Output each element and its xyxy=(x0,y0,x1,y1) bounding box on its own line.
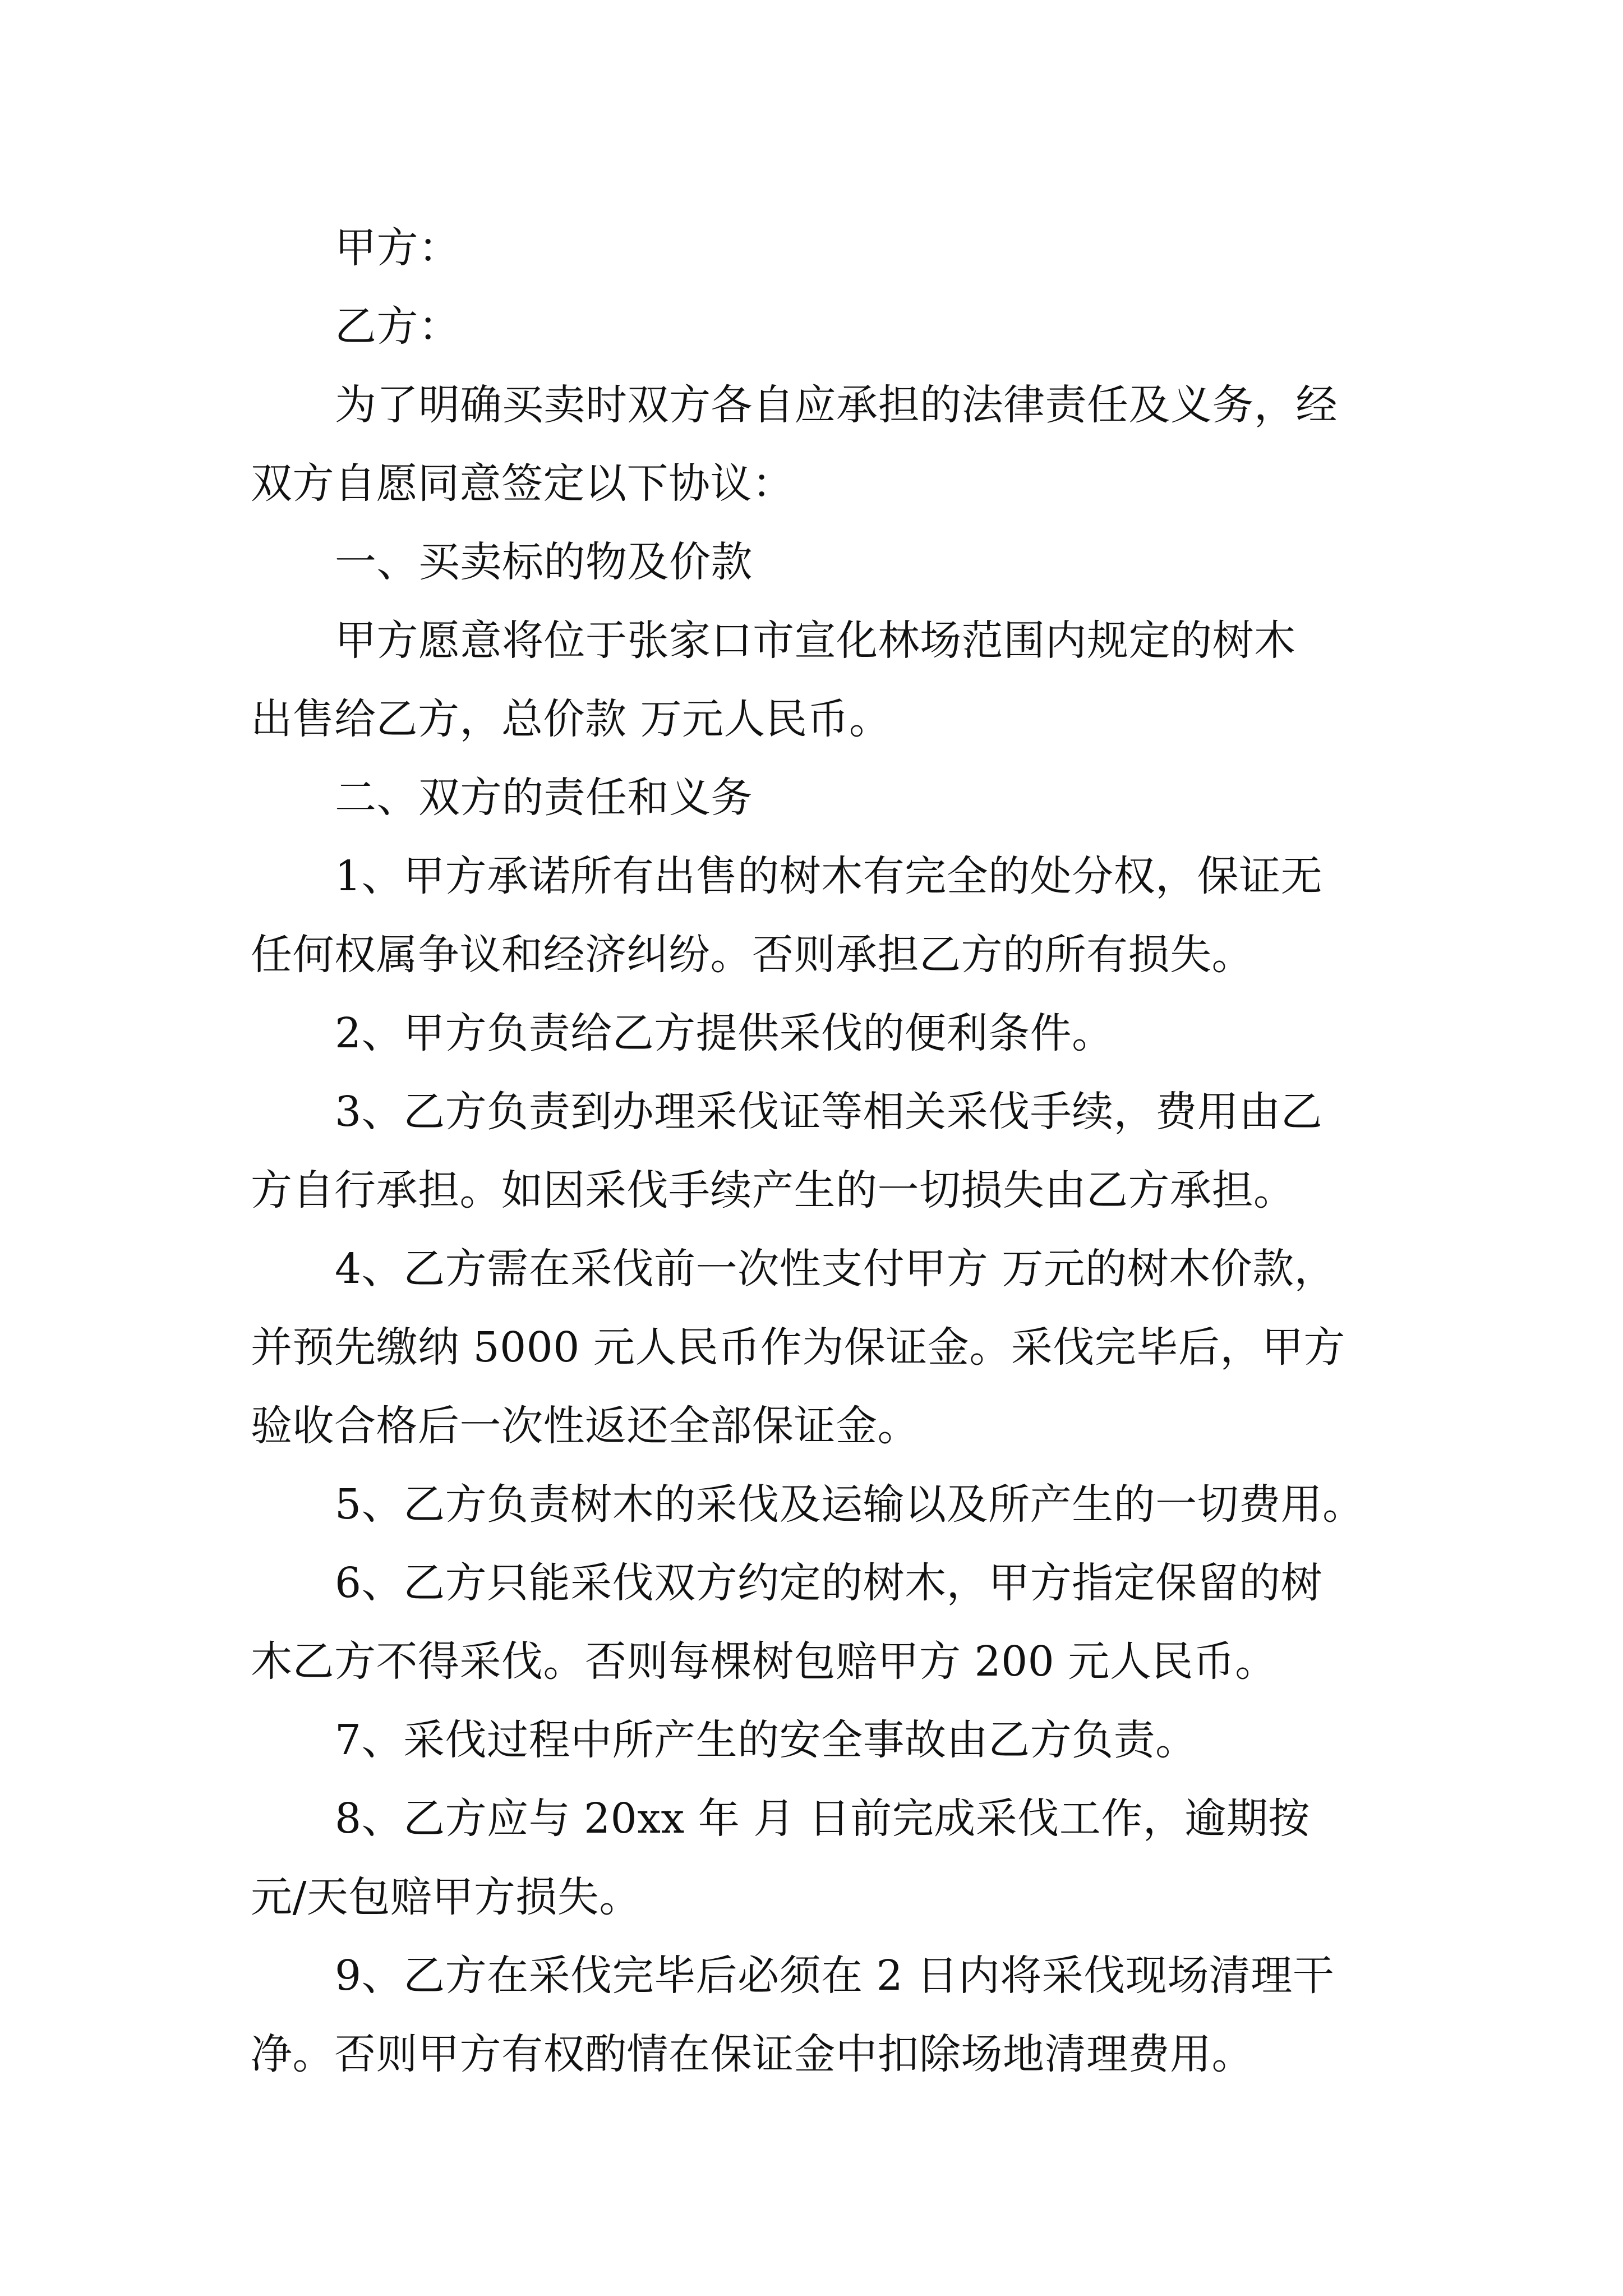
party-b-line: 乙方： xyxy=(335,302,460,351)
clause-5-line-1: 5、乙方负责树木的采伐及运输以及所产生的一切费用。 xyxy=(335,1480,1364,1529)
clause-3-line-1: 3、乙方负责到办理采伐证等相关采伐手续，费用由乙 xyxy=(335,1088,1323,1136)
clause-8-line-1: 8、乙方应与 20xx 年 月 日前完成采伐工作，逾期按 xyxy=(335,1795,1310,1843)
clause-9-line-1: 9、乙方在采伐完毕后必须在 2 日内将采伐现场清理干 xyxy=(335,1952,1335,2000)
preamble-line-1: 为了明确买卖时双方各自应承担的法律责任及义务，经 xyxy=(335,381,1338,429)
party-a-line: 甲方： xyxy=(335,224,460,272)
clause-7-line-1: 7、采伐过程中所产生的安全事故由乙方负责。 xyxy=(335,1716,1197,1764)
clause-4-line-2: 并预先缴纳 5000 元人民币作为保证金。采伐完毕后，甲方 xyxy=(251,1323,1345,1372)
section-1-text-line-1: 甲方愿意将位于张家口市宣化林场范围内规定的树木 xyxy=(335,616,1296,665)
section-1-heading: 一、买卖标的物及价款 xyxy=(335,538,753,586)
clause-1-line-1: 1、甲方承诺所有出售的树木有完全的处分权，保证无 xyxy=(335,852,1323,900)
section-1-text-line-2: 出售给乙方，总价款 万元人民币。 xyxy=(251,695,891,743)
clause-9-line-2: 净。否则甲方有权酌情在保证金中扣除场地清理费用。 xyxy=(251,2030,1253,2078)
clause-4-line-3: 验收合格后一次性返还全部保证金。 xyxy=(251,1402,919,1450)
clause-4-line-1: 4、乙方需在采伐前一次性支付甲方 万元的树木价款， xyxy=(335,1245,1336,1293)
section-2-heading: 二、双方的责任和义务 xyxy=(335,774,753,822)
clause-1-line-2: 任何权属争议和经济纠纷。否则承担乙方的所有损失。 xyxy=(251,931,1253,979)
contract-text xyxy=(251,209,1417,2093)
clause-3-line-2: 方自行承担。如因采伐手续产生的一切损失由乙方承担。 xyxy=(251,1166,1295,1214)
clause-6-line-2: 木乙方不得采伐。否则每棵树包赔甲方 200 元人民币。 xyxy=(251,1637,1277,1686)
clause-2-line-1: 2、甲方负责给乙方提供采伐的便利条件。 xyxy=(335,1009,1114,1057)
clause-6-line-1: 6、乙方只能采伐双方约定的树木，甲方指定保留的树 xyxy=(335,1559,1323,1607)
clause-8-line-2: 元/天包赔甲方损失。 xyxy=(251,1873,641,1921)
preamble-line-2: 双方自愿同意签定以下协议： xyxy=(251,459,794,508)
